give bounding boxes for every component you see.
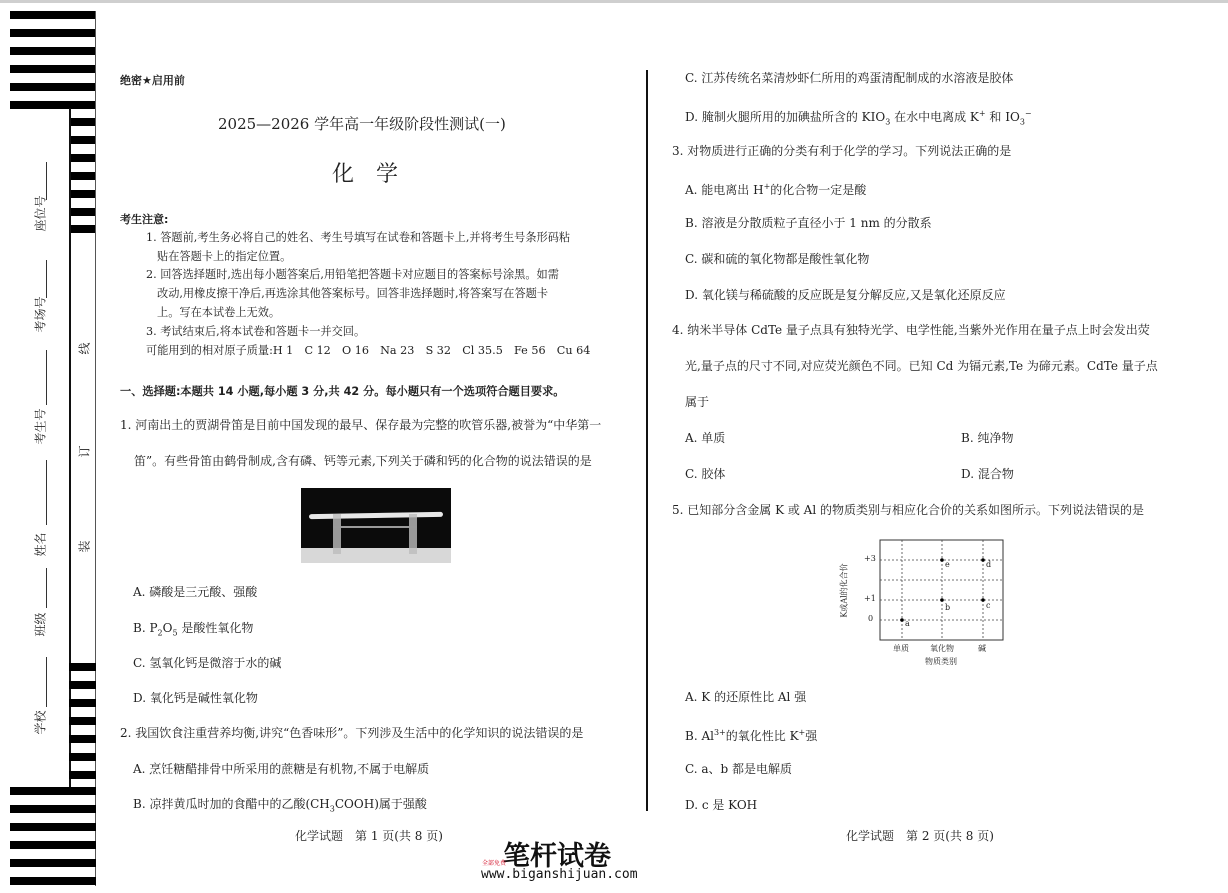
notice-heading: 考生注意: — [120, 213, 169, 226]
q4-option-c: C. 胶体 — [685, 467, 726, 481]
q1-option-c: C. 氢氧化钙是微溶于水的碱 — [133, 656, 282, 670]
q2-option-b: B. 凉拌黄瓜时加的食醋中的乙酸$(CH_3COOH)$属于强酸 — [133, 797, 427, 814]
x-tick-oxide: 氧化物 — [930, 644, 954, 653]
q2-stem: 2. 我国饮食注重营养均衡,讲究“色香味形”。下列涉及生活中的化学知识的说法错误的是 — [120, 726, 584, 740]
class-label: 班级 — [33, 612, 48, 637]
exam-title: 2025—2026 学年高一年级阶段性测试(一) — [218, 115, 506, 133]
notice-3: 3. 考试结束后,将本试卷和答题卡一并交回。 — [146, 325, 366, 338]
q4-option-a: A. 单质 — [685, 431, 726, 445]
point-a-label: a — [905, 619, 910, 628]
q2-option-a: A. 烹饪糖醋排骨中所采用的蔗糖是有机物,不属于电解质 — [133, 762, 430, 776]
watermark-url[interactable]: www.biganshijuan.com — [481, 867, 638, 882]
name-label: 姓名 — [33, 532, 48, 557]
q5-option-b: B. $Al^{3+}$的氧化性比 K+强 — [685, 728, 818, 743]
y-axis-label: K或Al的化合价 — [839, 563, 849, 618]
q3-option-b: B. 溶液是分散质粒子直径小于 1 nm 的分散系 — [685, 216, 932, 230]
point-c-label: c — [986, 601, 991, 610]
q1-option-a: A. 磷酸是三元酸、强酸 — [133, 585, 258, 599]
page-2-footer: 化学试题 第 2 页(共 8 页) — [846, 829, 994, 843]
q1-stem-line1: 1. 河南出土的贾湖骨笛是目前中国发现的最早、保存最为完整的吹管乐器,被誉为“中华第一 — [120, 418, 602, 432]
binding-mark-staple: 订 — [77, 445, 92, 458]
notice-2-cont: 改动,用橡皮擦干净后,再选涂其他答案标号。回答非选择题时,将答案写在答题卡 — [157, 287, 549, 300]
q4-stem-line2: 光,量子点的尺寸不同,对应荧光颜色不同。已知 Cd 为镉元素,Te 为碲元素。CdTe 量子点 — [685, 359, 1158, 373]
q2-option-d: D. 腌制火腿所用的加碘盐所含的 $KIO_3$ 在水中电离成 K+ 和 $IO_3^-$ — [685, 109, 1032, 127]
y-tick-3: +3 — [864, 554, 876, 563]
point-e-label: e — [945, 560, 950, 569]
q4-option-b: B. 纯净物 — [961, 431, 1014, 445]
q4-option-d: D. 混合物 — [961, 467, 1014, 481]
q1-stem-line2: 笛”。有些骨笛由鹤骨制成,含有磷、钙等元素,下列关于磷和钙的化合物的说法错误的是 — [134, 454, 592, 468]
q5-option-c: C. a、b 都是电解质 — [685, 762, 793, 776]
binding-mark-bind: 装 — [77, 540, 92, 553]
student-number-label: 考生号 — [33, 408, 48, 445]
q2-option-c: C. 江苏传统名菜清炒虾仁所用的鸡蛋清配制成的水溶液是胶体 — [685, 71, 1014, 85]
y-tick-1: +1 — [864, 594, 876, 603]
school-label: 学校 — [33, 710, 48, 735]
notice-1: 1. 答题前,考生务必将自己的姓名、考生号填写在试卷和答题卡上,并将考生号条形码粘 — [146, 231, 571, 244]
seat-number-label: 座位号 — [33, 195, 48, 232]
q3-option-c: C. 碳和硫的氧化物都是酸性氧化物 — [685, 252, 870, 266]
q5-option-d: D. c 是 KOH — [685, 798, 758, 812]
page-1-footer: 化学试题 第 1 页(共 8 页) — [295, 829, 443, 843]
notice-2-cont2: 上。写在本试卷上无效。 — [157, 306, 281, 319]
watermark-brand: 笔杆试卷 — [503, 841, 611, 872]
section-heading: 一、选择题:本题共 14 小题,每小题 3 分,共 42 分。每小题只有一个选项符合题目要求。 — [120, 385, 565, 398]
x-tick-base: 碱 — [978, 644, 986, 653]
q3-stem: 3. 对物质进行正确的分类有利于化学的学习。下列说法正确的是 — [672, 144, 1012, 158]
bone-flute-photo — [301, 488, 451, 563]
viewer-top-border — [0, 0, 1228, 3]
watermark-tag: 全部免费 — [482, 860, 507, 867]
point-d-label: d — [986, 560, 992, 569]
valence-category-chart — [839, 535, 1015, 670]
atomic-masses: 可能用到的相对原子质量:H 1 C 12 O 16 Na 23 S 32 Cl 35.5 Fe 56 Cu 64 — [146, 344, 591, 357]
notice-2: 2. 回答选择题时,选出每小题答案后,用铅笔把答题卡对应题目的答案标号涂黑。如需 — [146, 268, 559, 281]
subject-title: 化 学 — [332, 162, 399, 187]
q4-stem-line1: 4. 纳米半导体 CdTe 量子点具有独特光学、电学性能,当紫外光作用在量子点上时会发出荧 — [672, 323, 1150, 337]
q3-option-d: D. 氧化镁与稀硫酸的反应既是复分解反应,又是氧化还原反应 — [685, 288, 1006, 302]
notice-1-cont: 贴在答题卡上的指定位置。 — [157, 250, 292, 263]
column-divider — [646, 70, 648, 811]
q4-stem-line3: 属于 — [685, 395, 710, 409]
y-tick-0: 0 — [868, 614, 874, 623]
exam-room-label: 考场号 — [33, 296, 48, 333]
confidential-mark: 绝密★启用前 — [120, 74, 185, 87]
binding-mark-line: 线 — [77, 342, 92, 355]
q3-option-a: A. 能电离出 H+的化合物一定是酸 — [685, 182, 867, 197]
x-axis-label: 物质类别 — [925, 657, 957, 666]
x-tick-element: 单质 — [893, 644, 909, 653]
point-b-label: b — [945, 603, 951, 612]
q1-option-d: D. 氧化钙是碱性氧化物 — [133, 691, 258, 705]
q1-option-b: B. $P_2O_5$ 是酸性氧化物 — [133, 621, 254, 638]
q5-stem: 5. 已知部分含金属 K 或 Al 的物质类别与相应化合价的关系如图所示。下列说法错误的是 — [672, 503, 1144, 517]
q5-option-a: A. K 的还原性比 Al 强 — [685, 690, 807, 704]
